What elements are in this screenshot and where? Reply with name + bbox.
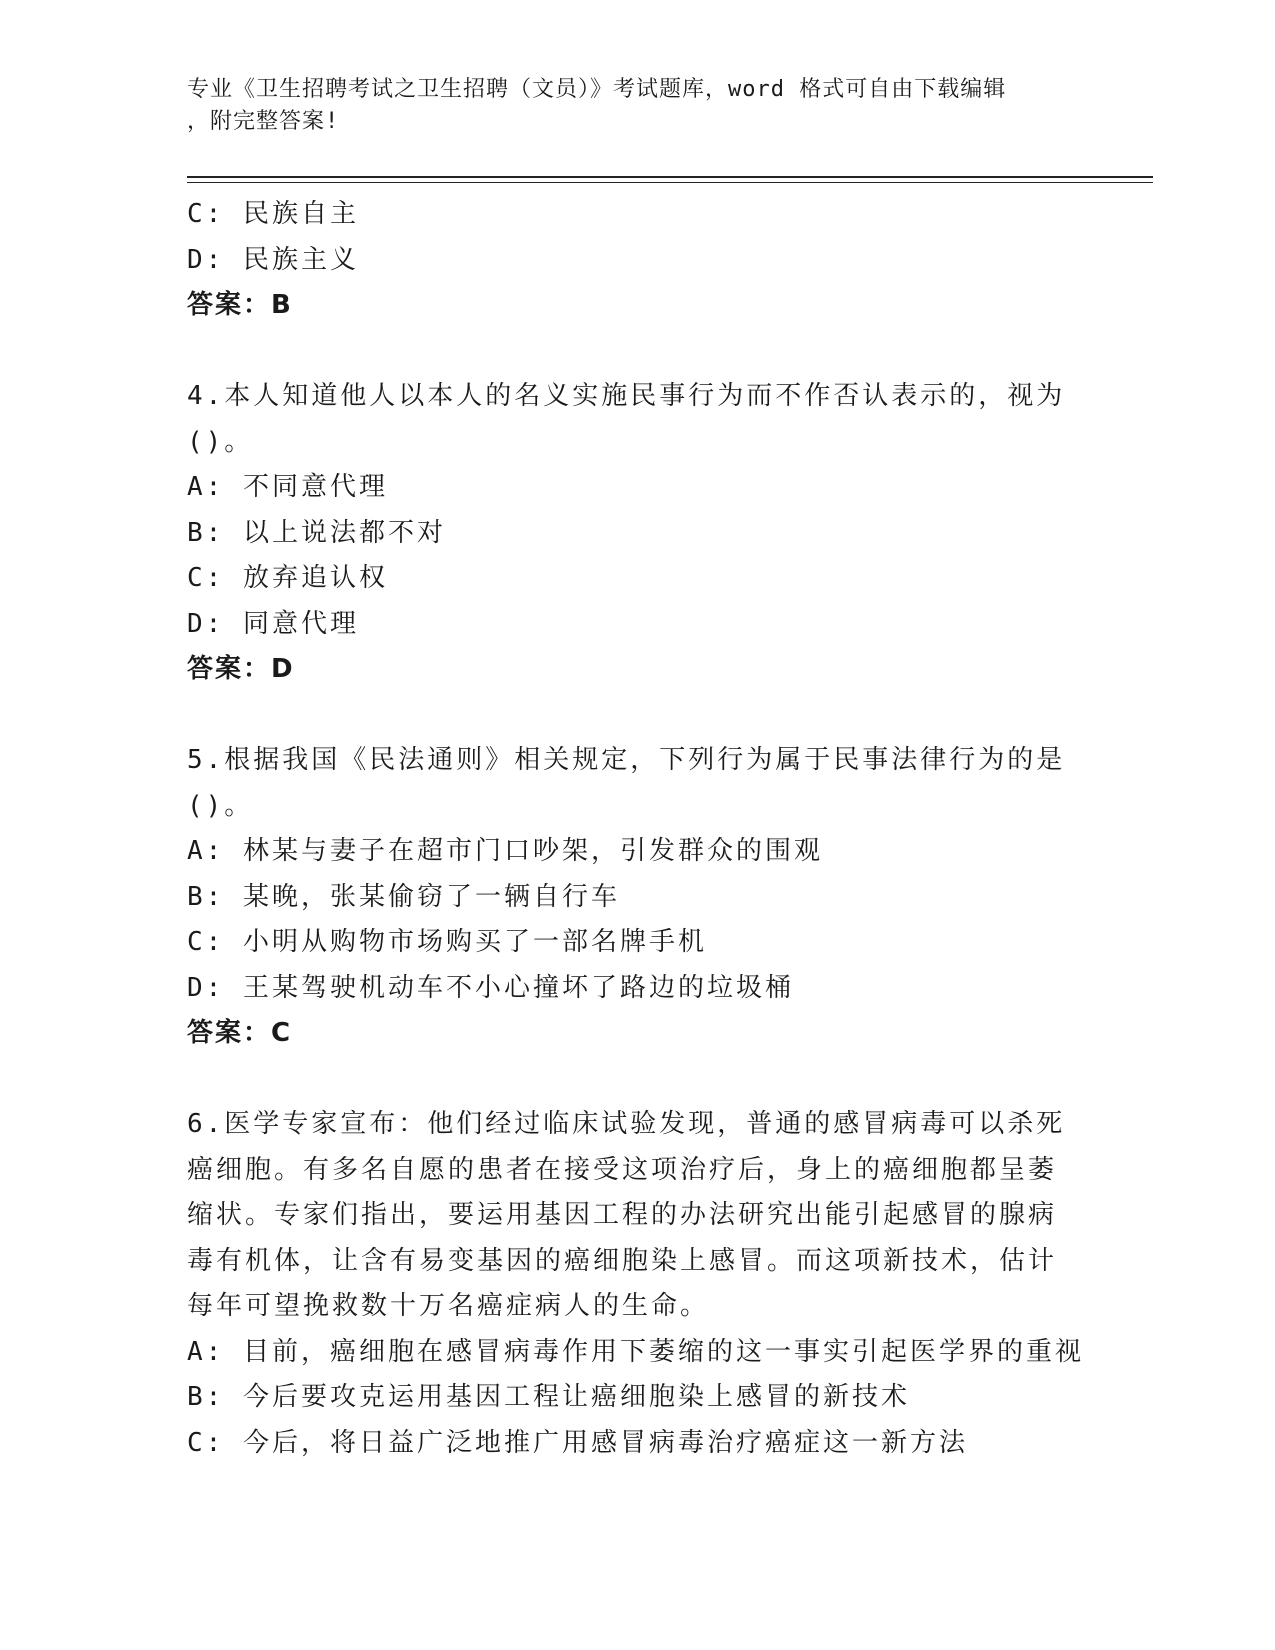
option-a: A: 不同意代理 xyxy=(187,472,388,502)
option-c: C: 放弃追认权 xyxy=(187,563,388,593)
option-c: C: 今后，将日益广泛地推广用感冒病毒治疗癌症这一新方法 xyxy=(187,1427,968,1458)
header-line-2: ，附完整答案! xyxy=(187,109,340,134)
question-text-line: 5.根据我国《民法通则》相关规定，下列行为属于民事法律行为的是 xyxy=(187,745,1066,775)
option-c: C: 民族自主 xyxy=(187,199,359,229)
option-d: D: 民族主义 xyxy=(187,244,359,275)
question-text-line: 每年可望挽救数十万名癌症病人的生命。 xyxy=(187,1291,710,1321)
header-rule-thin xyxy=(187,182,1153,183)
option-c: C: 小明从购物市场购买了一部名牌手机 xyxy=(187,927,707,957)
question-text-line: ()。 xyxy=(187,426,254,457)
answer: 答案：D xyxy=(187,654,295,684)
question-5 xyxy=(187,738,1087,1057)
question-6 xyxy=(187,1102,1087,1466)
header-line-1: 专业《卫生招聘考试之卫生招聘（文员）》考试题库，word 格式可自由下载编辑 xyxy=(187,77,1007,102)
header-rule-thick xyxy=(187,176,1153,178)
question-text-line: 癌细胞。有多名自愿的患者在接受这项治疗后，身上的癌细胞都呈萎 xyxy=(187,1154,1058,1185)
question-text-line: 缩状。专家们指出，要运用基因工程的办法研究出能引起感冒的腺病 xyxy=(187,1200,1058,1230)
answer: 答案：B xyxy=(187,290,293,320)
spacer xyxy=(187,329,1087,375)
question-text-line: 毒有机体，让含有易变基因的癌细胞染上感冒。而这项新技术，估计 xyxy=(187,1245,1058,1276)
option-b: B: 以上说法都不对 xyxy=(187,517,446,548)
page-header xyxy=(187,74,1067,138)
question-text-line: ()。 xyxy=(187,790,254,821)
option-a: A: 林某与妻子在超市门口吵架，引发群众的围观 xyxy=(187,836,823,866)
question-text-line: 6.医学专家宣布：他们经过临床试验发现，普通的感冒病毒可以杀死 xyxy=(187,1109,1066,1139)
option-b: B: 某晚，张某偷窃了一辆自行车 xyxy=(187,881,620,912)
question-content xyxy=(187,192,1087,1466)
option-b: B: 今后要攻克运用基因工程让癌细胞染上感冒的新技术 xyxy=(187,1382,910,1412)
question-text-line: 4.本人知道他人以本人的名义实施民事行为而不作否认表示的，视为 xyxy=(187,381,1066,411)
question-4 xyxy=(187,374,1087,693)
answer: 答案：C xyxy=(187,1018,293,1048)
spacer xyxy=(187,1057,1087,1103)
option-d: D: 同意代理 xyxy=(187,608,359,639)
question-3-continued xyxy=(187,192,1087,329)
option-a: A: 目前，癌细胞在感冒病毒作用下萎缩的这一事实引起医学界的重视 xyxy=(187,1336,1084,1367)
spacer xyxy=(187,693,1087,739)
option-d: D: 王某驾驶机动车不小心撞坏了路边的垃圾桶 xyxy=(187,972,794,1003)
